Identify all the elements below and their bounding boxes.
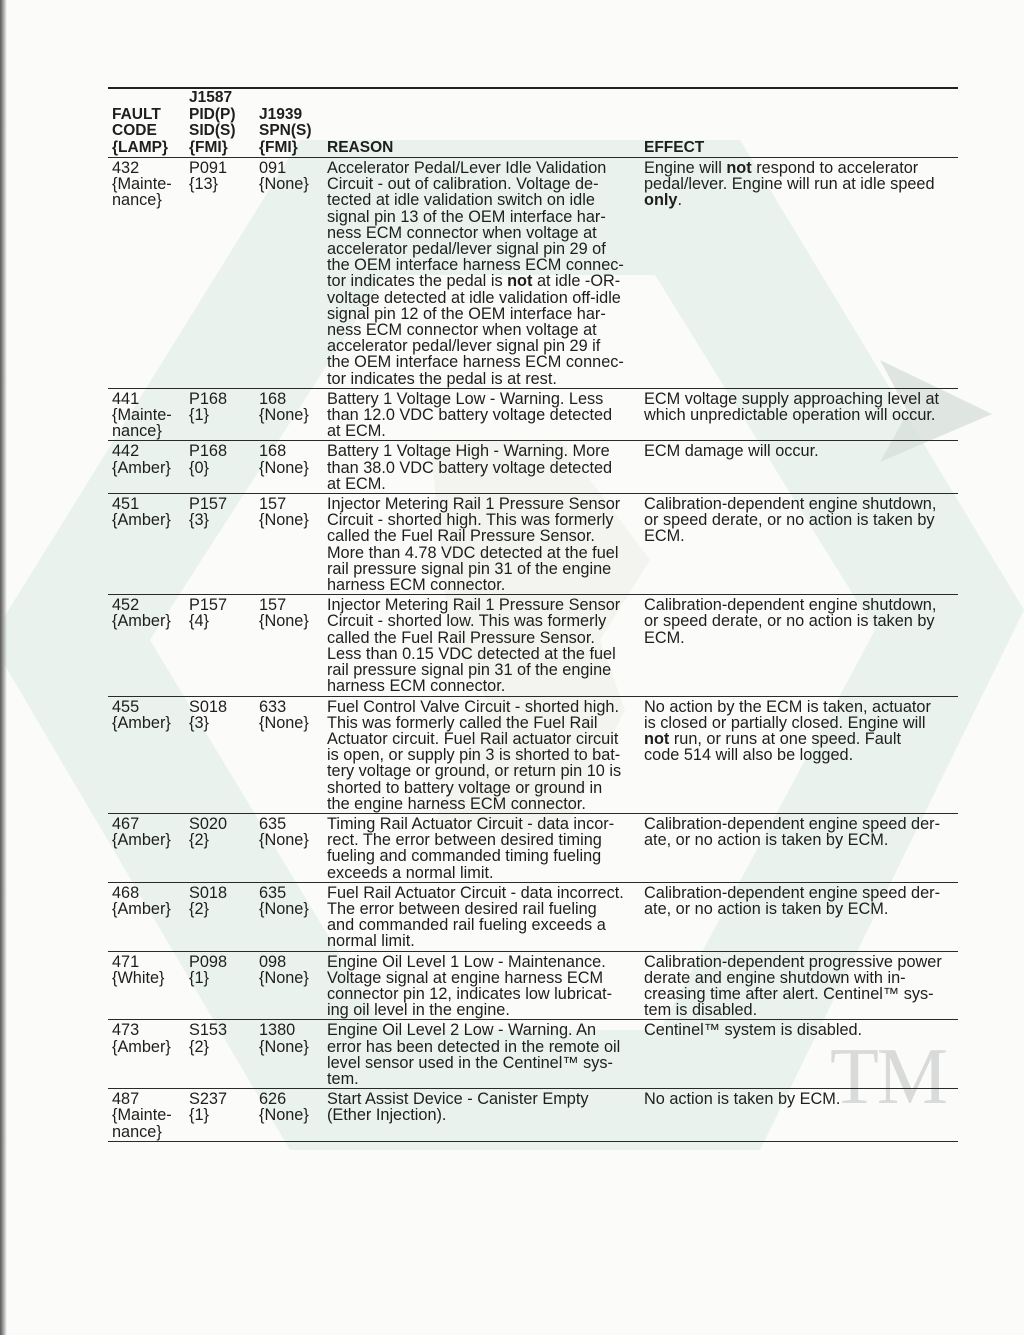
j1939-cell <box>256 160 323 387</box>
effect-cell <box>640 954 958 1019</box>
fault-code-cell <box>108 443 186 492</box>
reason-cell <box>323 954 640 1019</box>
lamp-status: {Amber} <box>112 713 171 732</box>
reason-line: is open, or supply pin 3 is shorted to bat- <box>327 746 621 765</box>
j1587-cell <box>186 1022 256 1087</box>
reason-cell <box>323 391 640 440</box>
fault-code-cell <box>108 885 186 950</box>
reason-line: error has been detected in the remote oil <box>327 1037 621 1056</box>
effect-line: Calibration-dependent engine shutdown, <box>644 596 937 615</box>
j1587-fmi: {2} <box>189 1037 209 1056</box>
effect-cell <box>640 1091 958 1140</box>
j1587-cell <box>186 699 256 812</box>
j1939-fmi: {None} <box>259 968 309 987</box>
bold-text: not <box>726 159 752 177</box>
j1587-cell <box>186 496 256 593</box>
reason-line: accelerator pedal/lever signal pin 29 if <box>327 337 601 356</box>
reason-header <box>323 89 640 156</box>
reason-line: Less than 0.15 VDC detected at the fuel <box>327 644 616 663</box>
effect-line: No action by the ECM is taken, actuator <box>644 697 931 716</box>
effect-line: tem is disabled. <box>644 1001 758 1020</box>
j1939-spn: 168 <box>259 389 287 408</box>
reason-cell <box>323 699 640 812</box>
header-line: {FMI} <box>189 138 228 156</box>
reason-line: Timing Rail Actuator Circuit - data incor- <box>327 814 615 833</box>
effect-line: is closed or partially closed. Engine will <box>644 713 926 732</box>
j1587-cell <box>186 160 256 387</box>
reason-cell <box>323 496 640 593</box>
effect-line: ate, or no action is taken by ECM. <box>644 899 889 918</box>
reason-line: Fuel Control Valve Circuit - shorted high. <box>327 697 619 716</box>
j1587-fmi: {1} <box>189 968 209 987</box>
lamp-status: {Mainte- <box>112 1106 172 1125</box>
fault-code: 487 <box>112 1090 140 1109</box>
effect-line: not run, or runs at one speed. Fault <box>644 729 902 748</box>
j1939-cell <box>256 699 323 812</box>
fault-code-cell <box>108 1022 186 1087</box>
bold-text: only <box>644 191 678 210</box>
reason-line: Engine Oil Level 1 Low - Maintenance. <box>327 952 606 971</box>
fault-code-table <box>108 87 958 1142</box>
j1939-cell <box>256 496 323 593</box>
j1587-id: P091 <box>189 159 228 177</box>
fault-code: 471 <box>112 952 140 971</box>
j1939-cell <box>256 443 323 492</box>
reason-line: (Ether Injection). <box>327 1106 447 1125</box>
table-body <box>108 158 958 1142</box>
fault-row <box>108 441 958 494</box>
fault-row <box>108 697 958 814</box>
effect-cell <box>640 816 958 881</box>
effect-line: creasing time after alert. Centinel™ sys- <box>644 984 934 1003</box>
fault-row <box>108 952 958 1021</box>
reason-line: tem. <box>327 1069 359 1088</box>
j1587-id: S018 <box>189 697 228 716</box>
reason-cell <box>323 1091 640 1140</box>
fault-row <box>108 595 958 696</box>
header-line: FAULT <box>112 105 161 123</box>
table-header <box>108 87 958 158</box>
effect-line: code 514 will also be logged. <box>644 746 854 765</box>
j1939-cell <box>256 816 323 881</box>
j1939-cell <box>256 597 323 694</box>
j1587-cell <box>186 1091 256 1140</box>
reason-line: ing oil level in the engine. <box>327 1001 510 1020</box>
effect-cell <box>640 597 958 694</box>
fault-code: 455 <box>112 697 140 716</box>
fault-row <box>108 494 958 595</box>
header-line: SID(S) <box>189 122 236 139</box>
fault-code-cell <box>108 1091 186 1140</box>
lamp-status: {Amber} <box>112 831 171 850</box>
fault-row <box>108 883 958 952</box>
j1939-cell <box>256 391 323 440</box>
reason-line: level sensor used in the Centinel™ sys- <box>327 1053 613 1072</box>
j1587-cell <box>186 885 256 950</box>
j1939-fmi: {None} <box>259 713 309 732</box>
fault-row <box>108 1089 958 1142</box>
fault-row <box>108 389 958 442</box>
header-line: EFFECT <box>644 138 705 156</box>
reason-line: Voltage signal at engine harness ECM <box>327 968 604 987</box>
reason-line: signal pin 13 of the OEM interface har- <box>327 207 606 226</box>
bold-text: not <box>507 272 533 291</box>
j1939-cell <box>256 885 323 950</box>
j1587-id: P168 <box>189 442 228 461</box>
reason-line: the OEM interface harness ECM connec- <box>327 353 624 372</box>
reason-line: rect. The error between desired timing <box>327 831 602 850</box>
j1939-spn: 091 <box>259 159 287 177</box>
trademark-watermark: TM <box>830 1033 946 1121</box>
reason-line: This was formerly called the Fuel Rail <box>327 713 598 732</box>
effect-cell <box>640 443 958 492</box>
scan-edge <box>0 0 7 1335</box>
reason-line: harness ECM connector. <box>327 677 506 696</box>
j1939-fmi: {None} <box>259 831 309 850</box>
fault-code-header <box>108 89 186 156</box>
j1587-fmi: {0} <box>189 458 209 477</box>
reason-line: Injector Metering Rail 1 Pressure Sensor <box>327 495 621 514</box>
effect-line: Engine will not respond to accelerator <box>644 159 919 177</box>
effect-line: Centinel™ system is disabled. <box>644 1021 863 1040</box>
j1939-spn: 633 <box>259 697 287 716</box>
effect-line: ECM. <box>644 527 685 546</box>
j1587-header <box>186 89 256 156</box>
reason-line: at ECM. <box>327 474 386 493</box>
reason-line: the OEM interface harness ECM connec- <box>327 256 624 275</box>
reason-line: tery voltage or ground, or return pin 10 is <box>327 762 622 781</box>
j1587-cell <box>186 954 256 1019</box>
reason-line: Battery 1 Voltage High - Warning. More <box>327 442 610 461</box>
fault-code-cell <box>108 597 186 694</box>
j1587-cell <box>186 391 256 440</box>
reason-line: normal limit. <box>327 932 415 951</box>
effect-line: No action is taken by ECM. <box>644 1090 841 1109</box>
effect-line: pedal/lever. Engine will run at idle speed <box>644 175 935 194</box>
j1939-fmi: {None} <box>259 458 309 477</box>
reason-cell <box>323 885 640 950</box>
reason-line: Fuel Rail Actuator Circuit - data incorrect. <box>327 883 624 902</box>
effect-cell <box>640 885 958 950</box>
effect-line: or speed derate, or no action is taken by <box>644 612 935 631</box>
effect-cell <box>640 160 958 387</box>
j1587-fmi: {13} <box>189 175 218 194</box>
j1587-fmi: {2} <box>189 899 209 918</box>
reason-line: Accelerator Pedal/Lever Idle Validation <box>327 159 607 177</box>
header-line: J1939 <box>259 105 303 123</box>
reason-line: Circuit - shorted high. This was formerly <box>327 511 614 530</box>
header-line: PID(P) <box>189 105 236 123</box>
j1939-fmi: {None} <box>259 1106 309 1125</box>
effect-cell <box>640 391 958 440</box>
fault-code: 452 <box>112 596 140 615</box>
effect-line: Calibration-dependent engine speed der- <box>644 883 940 902</box>
reason-line: Start Assist Device - Canister Empty <box>327 1090 589 1109</box>
reason-line: called the Fuel Rail Pressure Sensor. <box>327 628 595 647</box>
reason-line: Injector Metering Rail 1 Pressure Sensor <box>327 596 621 615</box>
j1587-fmi: {4} <box>189 612 209 631</box>
reason-line: connector pin 12, indicates low lubricat- <box>327 984 613 1003</box>
effect-line: ECM damage will occur. <box>644 442 819 461</box>
fault-code-cell <box>108 954 186 1019</box>
reason-line: Engine Oil Level 2 Low - Warning. An <box>327 1021 597 1040</box>
reason-line: The error between desired rail fueling <box>327 899 597 918</box>
j1587-id: S018 <box>189 883 228 902</box>
lamp-status: {Amber} <box>112 612 171 631</box>
j1587-fmi: {1} <box>189 1106 209 1125</box>
j1939-fmi: {None} <box>259 511 309 530</box>
fault-code: 468 <box>112 883 140 902</box>
lamp-status: {Mainte- <box>112 406 172 425</box>
j1587-cell <box>186 816 256 881</box>
reason-line: ness ECM connector when voltage at <box>327 223 597 242</box>
lamp-status: {Amber} <box>112 511 171 530</box>
j1939-spn: 098 <box>259 952 287 971</box>
j1939-fmi: {None} <box>259 406 309 425</box>
j1587-fmi: {1} <box>189 406 209 425</box>
lamp-status: {Amber} <box>112 1037 171 1056</box>
fault-code-cell <box>108 160 186 387</box>
fault-code-cell <box>108 816 186 881</box>
reason-line: than 38.0 VDC battery voltage detected <box>327 458 613 477</box>
j1939-fmi: {None} <box>259 899 309 918</box>
header-line: {LAMP} <box>112 138 168 156</box>
reason-line: Actuator circuit. Fuel Rail actuator circuit <box>327 729 619 748</box>
lamp-status: nance} <box>112 422 162 441</box>
j1587-id: P168 <box>189 389 228 408</box>
effect-line: Calibration-dependent engine shutdown, <box>644 495 937 514</box>
effect-line: only. <box>644 191 683 210</box>
effect-line: or speed derate, or no action is taken by <box>644 511 935 530</box>
bold-text: not <box>644 729 670 748</box>
effect-line: ate, or no action is taken by ECM. <box>644 831 889 850</box>
j1939-cell <box>256 1091 323 1140</box>
j1587-cell <box>186 597 256 694</box>
effect-line: which unpredictable operation will occur. <box>644 406 936 425</box>
effect-line: ECM voltage supply approaching level at <box>644 389 940 408</box>
lamp-status: {Amber} <box>112 899 171 918</box>
fault-code: 467 <box>112 814 140 833</box>
reason-line: More than 4.78 VDC detected at the fuel <box>327 543 619 562</box>
effect-line: Calibration-dependent progressive power <box>644 952 942 971</box>
fault-code-cell <box>108 391 186 440</box>
fault-code: 441 <box>112 389 140 408</box>
reason-line: exceeds a normal limit. <box>327 863 494 882</box>
reason-line: accelerator pedal/lever signal pin 29 of <box>327 240 606 259</box>
header-line: J1587 <box>189 89 233 106</box>
reason-line: and commanded rail fueling exceeds a <box>327 916 606 935</box>
reason-line: Circuit - out of calibration. Voltage de- <box>327 175 599 194</box>
lamp-status: nance} <box>112 191 162 210</box>
header-line: SPN(S) <box>259 122 312 139</box>
j1939-fmi: {None} <box>259 1037 309 1056</box>
j1587-fmi: {3} <box>189 713 209 732</box>
j1939-cell <box>256 1022 323 1087</box>
j1587-id: S153 <box>189 1021 228 1040</box>
lamp-status: {Amber} <box>112 458 171 477</box>
reason-line: shorted to battery voltage or ground in <box>327 778 603 797</box>
fault-code: 432 <box>112 159 140 177</box>
fault-code: 442 <box>112 442 140 461</box>
j1939-spn: 635 <box>259 814 287 833</box>
j1939-fmi: {None} <box>259 612 309 631</box>
header-line: REASON <box>327 138 394 156</box>
j1939-spn: 626 <box>259 1090 287 1109</box>
reason-line: Circuit - shorted low. This was formerly <box>327 612 607 631</box>
fault-row <box>108 1020 958 1089</box>
reason-line: ness ECM connector when voltage at <box>327 321 597 340</box>
j1939-spn: 157 <box>259 596 287 615</box>
fault-code: 473 <box>112 1021 140 1040</box>
j1587-id: P157 <box>189 596 228 615</box>
j1939-fmi: {None} <box>259 175 309 194</box>
effect-header <box>640 89 958 156</box>
fault-row <box>108 814 958 883</box>
reason-cell <box>323 597 640 694</box>
j1587-id: S237 <box>189 1090 228 1109</box>
lamp-status: {White} <box>112 968 165 987</box>
j1939-spn: 168 <box>259 442 287 461</box>
reason-line: fueling and commanded timing fueling <box>327 847 602 866</box>
effect-cell <box>640 496 958 593</box>
reason-line: tor indicates the pedal is at rest. <box>327 369 557 388</box>
reason-cell <box>323 816 640 881</box>
effect-cell <box>640 1022 958 1087</box>
j1587-cell <box>186 443 256 492</box>
effect-line: Calibration-dependent engine speed der- <box>644 814 940 833</box>
reason-line: tected at idle validation switch on idle <box>327 191 595 210</box>
j1939-spn: 157 <box>259 495 287 514</box>
reason-cell <box>323 160 640 387</box>
j1587-id: S020 <box>189 814 228 833</box>
reason-line: rail pressure signal pin 31 of the engine <box>327 559 612 578</box>
reason-line: Battery 1 Voltage Low - Warning. Less <box>327 389 604 408</box>
reason-line: voltage detected at idle validation off-idle <box>327 288 621 307</box>
fault-row <box>108 158 958 389</box>
reason-line: than 12.0 VDC battery voltage detected <box>327 406 613 425</box>
header-line: {FMI} <box>259 138 298 156</box>
header-line: CODE <box>112 122 157 139</box>
fault-code: 451 <box>112 495 140 514</box>
fault-code-cell <box>108 496 186 593</box>
j1939-spn: 635 <box>259 883 287 902</box>
reason-line: tor indicates the pedal is not at idle -OR- <box>327 272 621 291</box>
reason-line: signal pin 12 of the OEM interface har- <box>327 304 606 323</box>
reason-line: harness ECM connector. <box>327 576 506 595</box>
reason-line: called the Fuel Rail Pressure Sensor. <box>327 527 595 546</box>
effect-line: ECM. <box>644 628 685 647</box>
j1587-fmi: {2} <box>189 831 209 850</box>
reason-line: the engine harness ECM connector. <box>327 794 586 813</box>
lamp-status: nance} <box>112 1122 162 1141</box>
j1939-spn: 1380 <box>259 1021 296 1040</box>
j1587-id: P098 <box>189 952 228 971</box>
effect-cell <box>640 699 958 812</box>
reason-line: at ECM. <box>327 422 386 441</box>
j1587-fmi: {3} <box>189 511 209 530</box>
reason-line: rail pressure signal pin 31 of the engine <box>327 661 612 680</box>
fault-code-cell <box>108 699 186 812</box>
j1939-header <box>256 89 323 156</box>
j1587-id: P157 <box>189 495 228 514</box>
lamp-status: {Mainte- <box>112 175 172 194</box>
effect-line: derate and engine shutdown with in- <box>644 968 906 987</box>
reason-cell <box>323 1022 640 1087</box>
j1939-cell <box>256 954 323 1019</box>
reason-cell <box>323 443 640 492</box>
